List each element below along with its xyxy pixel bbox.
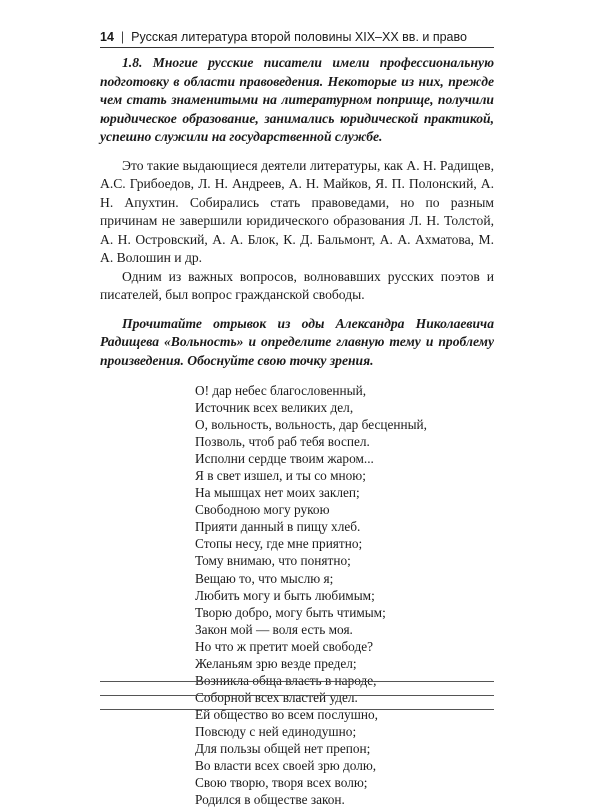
task-1-number: 1.8. (122, 55, 143, 70)
poem-line: На мышцах нет моих заклеп; (195, 485, 360, 501)
task-1 (100, 54, 494, 147)
header-separator: | (120, 30, 125, 44)
poem-line: Прияти данный в пищу хлеб. (195, 519, 361, 535)
paragraph-freedom: Одним из важных вопросов, волновавших русских поэтов и писателей, был вопрос гражданской свободы. (100, 268, 494, 302)
task-2: Прочитайте отрывок из оды Александра Николаевича Радищева «Вольность» и определите главную тему и проблему произведения. Обоснуйте свою точку зрения. (100, 315, 494, 368)
poem-line: Я в свет изшел, и ты со мною; (195, 468, 366, 484)
poem-line: Возникла обща власть в народе, (195, 672, 377, 688)
header-title: Русская литература второй половины XIX–XX вв. и право (131, 30, 467, 44)
poem-line: О, вольность, вольность, дар бесценный, (195, 417, 428, 433)
poem-line: Источник всех великих дел, (195, 400, 354, 416)
poem-line: Стопы несу, где мне приятно; (195, 536, 363, 552)
poem-excerpt (195, 382, 494, 808)
poem-line: Тому внимаю, что понятно; (195, 553, 351, 569)
answer-line (100, 681, 494, 682)
poem-line: Вещаю то, что мыслю я; (195, 570, 334, 586)
task-1-text: Многие русские писатели имели профессиональную подготовку в области правоведения. Некоторые из них, прежде чем стать знаменитыми на литературном поприще, получили юридическое образование, занимались юридической практикой, успешно служили на государственной службе. (100, 55, 494, 144)
poem-line: Родился в обществе закон. (195, 792, 345, 808)
poem-line: Позволь, чтоб раб тебя воспел. (195, 434, 370, 450)
poem-line: Во власти всех своей зрю долю, (195, 758, 377, 774)
poem-line: Свою творю, творя всех волю; (195, 775, 368, 791)
poem-line: Свободною могу рукою (195, 502, 330, 518)
page-number: 14 (100, 30, 114, 44)
poem-line: Творю добро, могу быть чтимым; (195, 604, 386, 620)
poem-line: Закон мой — воля есть моя. (195, 621, 353, 637)
poem-line: О! дар небес благословенный, (195, 383, 367, 398)
poem-line: Повсюду с ней единодушно; (195, 723, 357, 739)
running-header (100, 27, 494, 48)
poem-line: Для пользы общей нет препон; (195, 740, 371, 756)
poem-line: Соборной всех властей удел. (195, 689, 358, 705)
answer-line (100, 709, 494, 710)
paragraph-writers: Это такие выдающиеся деятели литературы, как А. Н. Радищев, А.С. Грибоедов, Л. Н. Андреев, А. Н. Майков, Я. П. Полонский, А. Н. Апухтин. Собирались стать правоведами, но по разным причинам не завершили юридического образования Л. Н. Толстой, А. Н. Островский, А. А. Блок, К. Д. Бальмонт, А. А. Ахматова, М. А. Волошин и др. (100, 157, 494, 265)
poem-line: Любить могу и быть любимым; (195, 587, 375, 603)
answer-lines (100, 681, 494, 723)
answer-line (100, 695, 494, 696)
poem-line: Но что ж претит моей свободе? (195, 638, 374, 654)
poem-line: Ей общество во всем послушно, (195, 706, 378, 722)
poem-line: Исполни сердце твоим жаром... (195, 451, 374, 467)
poem-line: Желаньям зрю везде предел; (195, 655, 357, 671)
